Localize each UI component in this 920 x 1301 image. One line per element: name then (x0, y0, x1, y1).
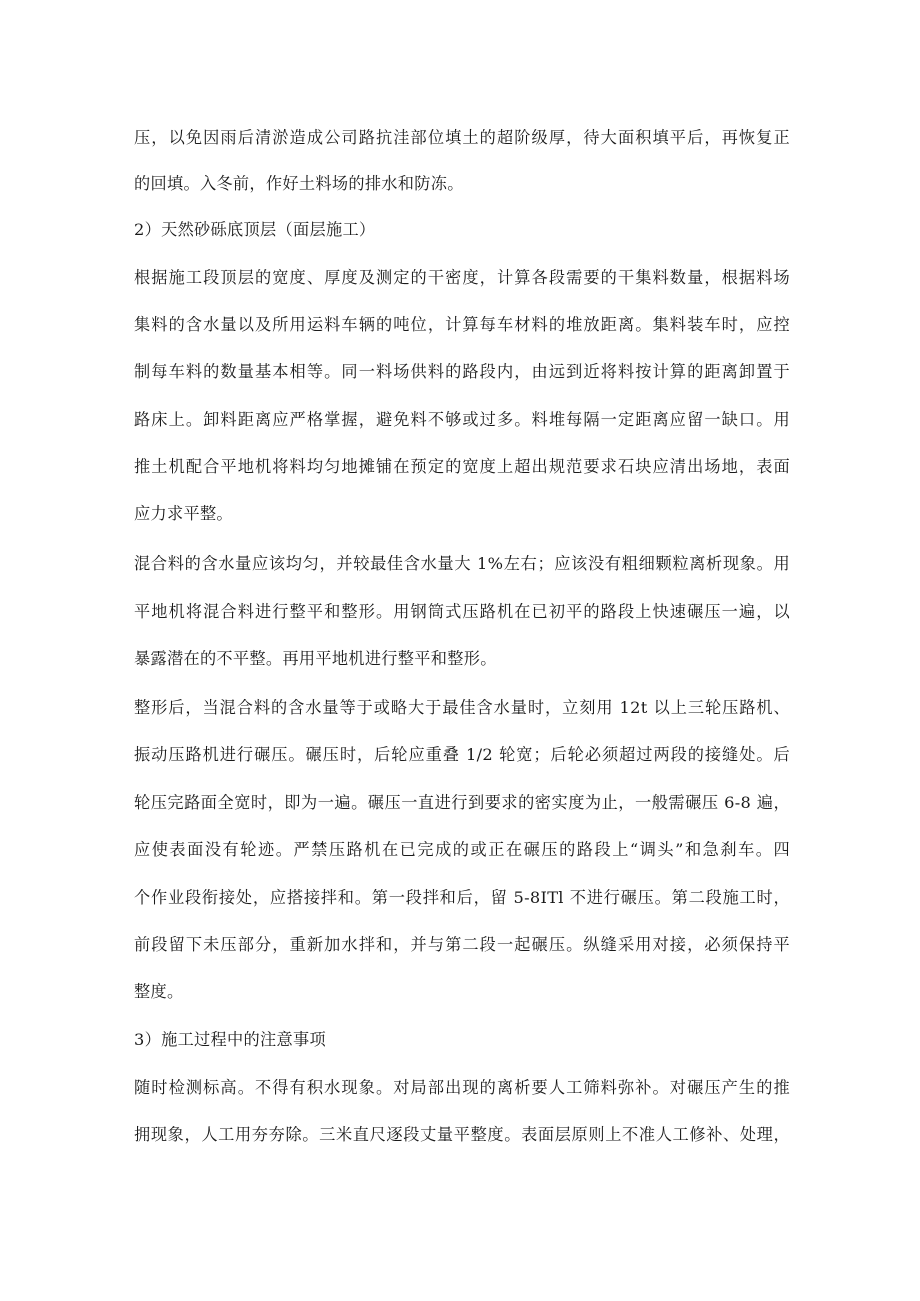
paragraph-line: 路床上。卸料距离应严格掌握，避免料不够或过多。料堆每隔一定距离应留一缺口。用 (134, 410, 790, 429)
paragraph-line: 前段留下未压部分，重新加水拌和，并与第二段一起碾压。纵缝采用对接，必须保持平 (134, 935, 790, 954)
paragraph-line: 根据施工段顶层的宽度、厚度及测定的干密度，计算各段需要的干集料数量，根据料场 (134, 268, 790, 287)
paragraph-line: 应力求平整。 (134, 504, 233, 523)
paragraph-line: 混合料的含水量应该均匀，并较最佳含水量大 1%左右；应该没有粗细颗粒离析现象。用 (134, 554, 790, 573)
paragraph-line: 整形后，当混合料的含水量等于或略大于最佳含水量时，立刻用 12t 以上三轮压路机、 (134, 698, 790, 717)
paragraph-line: 制每车料的数量基本相等。同一料场供料的路段内，由远到近将料按计算的距离卸置于 (134, 362, 790, 381)
paragraph-line: 压，以免因雨后清淤造成公司路抗洼部位填土的超阶级厚，待大面积填平后，再恢复正 (134, 128, 790, 147)
paragraph-line: 拥现象，人工用夯夯除。三米直尺逐段丈量平整度。表面层原则上不准人工修补、处理， (134, 1125, 790, 1144)
paragraph-line: 随时检测标高。不得有积水现象。对局部出现的离析要人工筛料弥补。对碾压产生的推 (134, 1078, 790, 1097)
paragraph-line: 推土机配合平地机将料均匀地摊铺在预定的宽度上超出规范要求石块应清出场地，表面 (134, 457, 790, 476)
section-heading: 3）施工过程中的注意事项 (134, 1030, 326, 1049)
paragraph-line: 整度。 (134, 982, 184, 1001)
paragraph-line: 轮压完路面全宽时，即为一遍。碾压一直进行到要求的密实度为止，一般需碾压 6-8 遍， (134, 793, 790, 812)
paragraph-line: 振动压路机进行碾压。碾压时，后轮应重叠 1/2 轮宽；后轮必须超过两段的接缝处。后 (134, 745, 790, 764)
paragraph-line: 平地机将混合料进行整平和整形。用钢筒式压路机在已初平的路段上快速碾压一遍，以 (134, 602, 790, 621)
paragraph-line: 暴露潜在的不平整。再用平地机进行整平和整形。 (134, 649, 497, 668)
section-heading: 2）天然砂砾底顶层（面层施工） (134, 220, 376, 239)
paragraph-line: 个作业段衔接处，应搭接拌和。第一段拌和后，留 5-8ITl 不进行碾压。第二段施工时， (134, 888, 790, 907)
paragraph-line: 集料的含水量以及所用运料车辆的吨位，计算每车材料的堆放距离。集料装车时，应控 (134, 315, 790, 334)
paragraph-line: 的回填。入冬前，作好土料场的排水和防冻。 (134, 174, 464, 193)
paragraph-line: 应使表面没有轮迹。严禁压路机在已完成的或正在碾压的路段上“调头”和急刹车。四 (134, 840, 790, 859)
